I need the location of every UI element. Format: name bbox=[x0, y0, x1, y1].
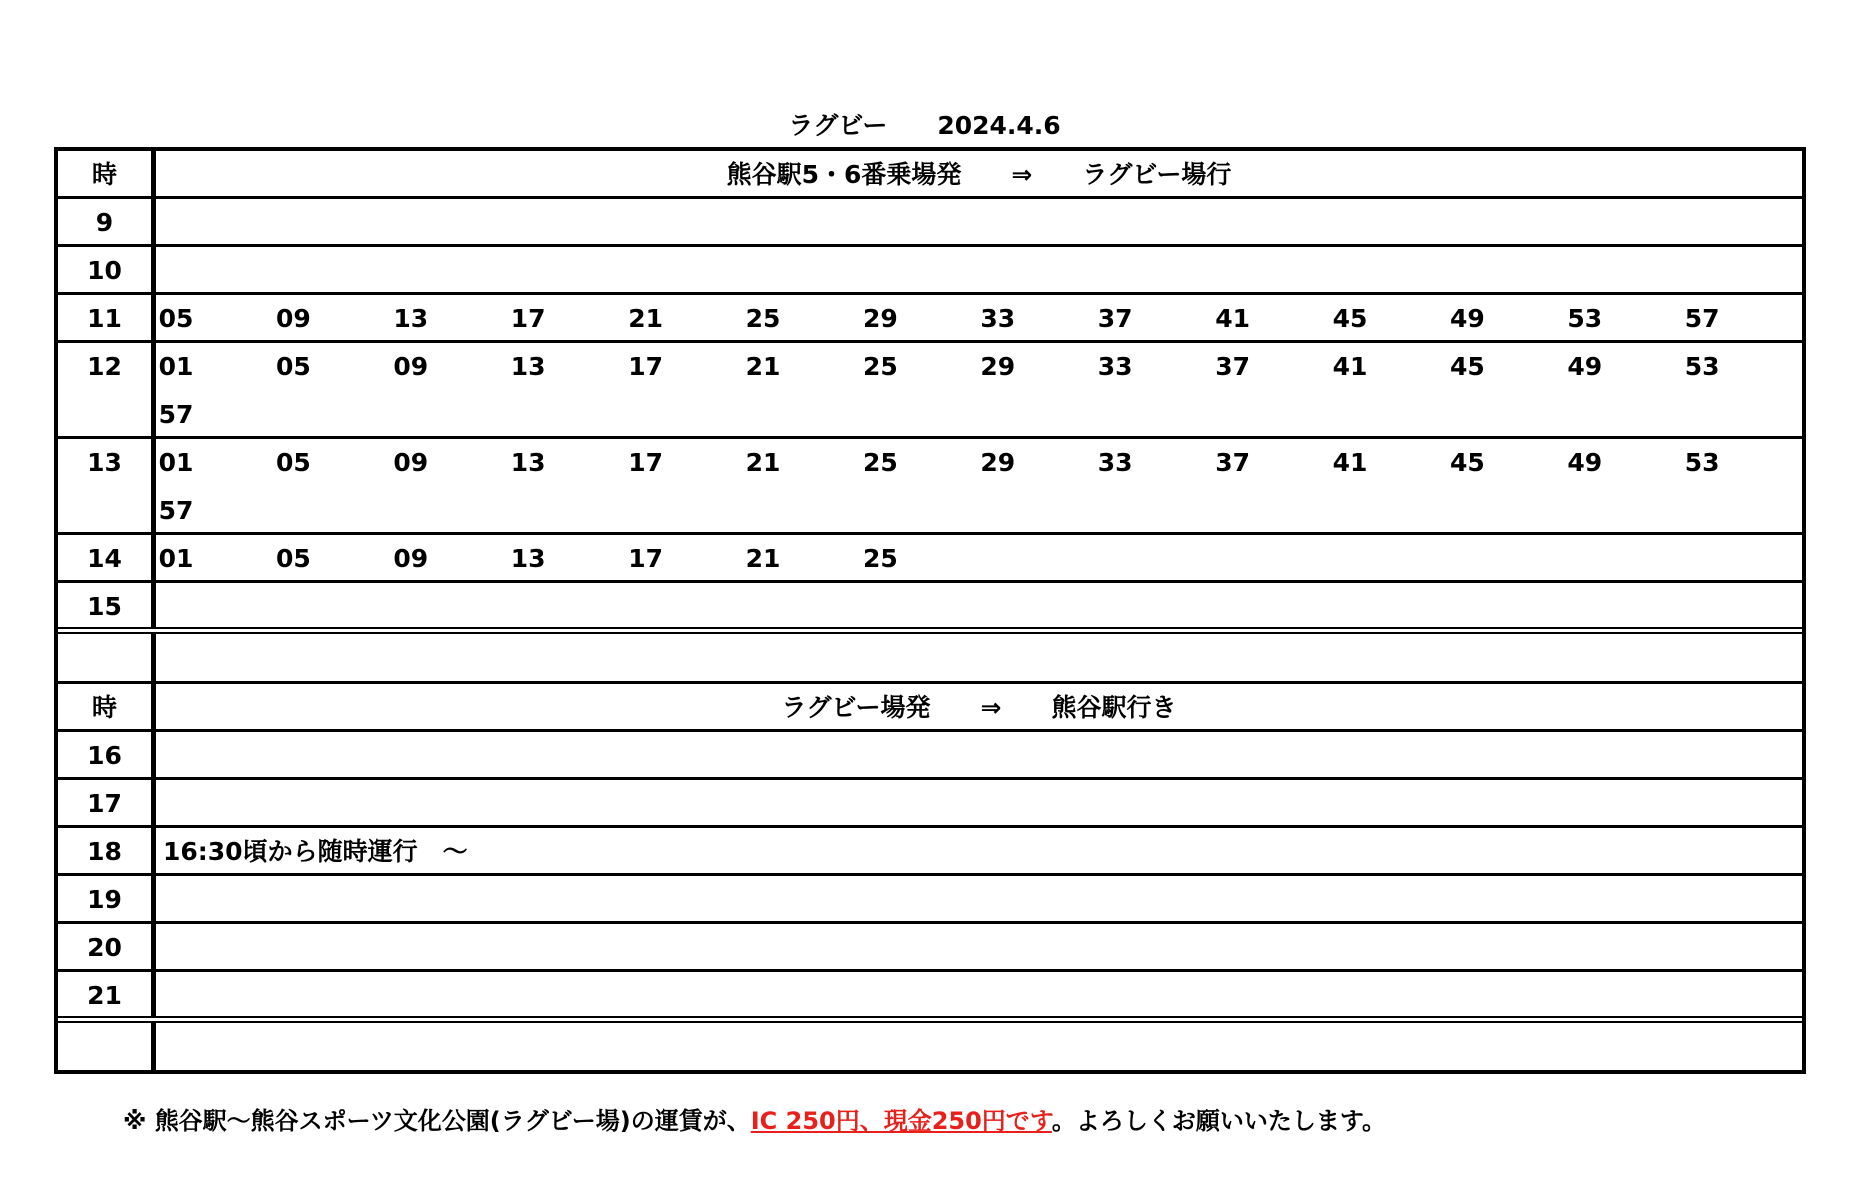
page-title: ラグビー 2024.4.6 bbox=[788, 111, 1061, 140]
departure-minute: 05 bbox=[158, 304, 194, 333]
timetable-row bbox=[58, 199, 1802, 247]
departure-minute: 21 bbox=[745, 352, 781, 381]
hour-label: 16 bbox=[87, 741, 122, 770]
hour-header-cell bbox=[58, 684, 156, 729]
departure-minute: 41 bbox=[1332, 352, 1368, 381]
hour-header-cell bbox=[58, 151, 156, 196]
hour-label: 12 bbox=[87, 352, 122, 381]
departure-minute: 57 bbox=[158, 496, 194, 525]
departure-minute: 29 bbox=[980, 448, 1016, 477]
inbound-header-row bbox=[58, 684, 1802, 732]
hour-header-label: 時 bbox=[91, 160, 117, 189]
timetable-row bbox=[58, 732, 1802, 780]
minutes-cell bbox=[156, 295, 1802, 340]
departure-minute: 45 bbox=[1332, 304, 1368, 333]
timetable-row bbox=[58, 439, 1802, 535]
departure-minute: 17 bbox=[628, 544, 663, 573]
departure-minute: 49 bbox=[1567, 448, 1603, 477]
departure-minute: 45 bbox=[1449, 352, 1485, 381]
hour-label: 20 bbox=[87, 933, 122, 962]
departure-minute: 05 bbox=[275, 352, 311, 381]
departure-minute: 17 bbox=[510, 304, 546, 333]
departure-minute: 13 bbox=[510, 448, 546, 477]
fare-footnote bbox=[123, 1101, 1386, 1141]
hour-label: 18 bbox=[87, 837, 122, 866]
timetable-row bbox=[58, 780, 1802, 828]
departure-minute: 13 bbox=[510, 352, 546, 381]
departure-minute: 21 bbox=[628, 304, 663, 333]
departure-minute: 13 bbox=[393, 304, 429, 333]
timetable-row bbox=[58, 972, 1802, 1023]
departure-minute: 05 bbox=[275, 544, 311, 573]
timetable bbox=[54, 147, 1806, 1074]
timetable-row bbox=[58, 876, 1802, 924]
departure-minute: 01 bbox=[158, 448, 194, 477]
minutes-cell bbox=[156, 247, 1802, 292]
timetable-row bbox=[58, 924, 1802, 972]
departure-minute: 41 bbox=[1332, 448, 1368, 477]
fare-highlight: IC 250円、現金250円です bbox=[750, 1107, 1052, 1135]
departure-minute: 41 bbox=[1215, 304, 1250, 333]
departure-minute: 53 bbox=[1684, 448, 1720, 477]
departure-minute: 05 bbox=[275, 448, 311, 477]
departure-minute: 25 bbox=[745, 304, 781, 333]
outbound-header-row bbox=[58, 151, 1802, 199]
hour-label: 17 bbox=[87, 789, 122, 818]
minutes-cell bbox=[156, 583, 1802, 627]
departure-minute: 49 bbox=[1449, 304, 1485, 333]
departure-minute: 21 bbox=[745, 544, 781, 573]
departure-minute: 57 bbox=[1684, 304, 1720, 333]
inbound-route-header: ラグビー場発 ⇒ 熊谷駅行き bbox=[781, 693, 1177, 722]
departure-minute: 29 bbox=[862, 304, 898, 333]
spacer-row bbox=[58, 1023, 1802, 1070]
departure-minute: 13 bbox=[510, 544, 546, 573]
departure-minute: 01 bbox=[158, 352, 194, 381]
footnote-suffix: 。よろしくお願いいたします。 bbox=[1051, 1107, 1386, 1135]
outbound-route-header: 熊谷駅5・6番乗場発 ⇒ ラグビー場行 bbox=[726, 160, 1232, 189]
departure-minute: 01 bbox=[158, 544, 194, 573]
departure-minute: 53 bbox=[1567, 304, 1603, 333]
departure-minute: 57 bbox=[158, 400, 194, 429]
minutes-cell bbox=[156, 535, 1802, 580]
departure-minute: 33 bbox=[1097, 352, 1133, 381]
service-note: 16:30頃から随時運行 ～ bbox=[163, 837, 468, 866]
timetable-row bbox=[58, 247, 1802, 295]
hour-label: 14 bbox=[87, 544, 122, 573]
timetable-row bbox=[58, 583, 1802, 634]
departure-minute: 09 bbox=[393, 448, 429, 477]
departure-minute: 17 bbox=[628, 448, 663, 477]
timetable-row bbox=[58, 535, 1802, 583]
departure-minute: 53 bbox=[1684, 352, 1720, 381]
departure-minute: 25 bbox=[862, 448, 898, 477]
departure-minute: 09 bbox=[393, 544, 429, 573]
timetable-row bbox=[58, 343, 1802, 439]
departure-minute: 33 bbox=[980, 304, 1016, 333]
hour-label: 19 bbox=[87, 885, 122, 914]
departure-minute: 21 bbox=[745, 448, 781, 477]
timetable-row bbox=[58, 828, 1802, 876]
departure-minute: 25 bbox=[862, 544, 898, 573]
hour-label: 10 bbox=[87, 256, 122, 285]
minutes-cell bbox=[156, 199, 1802, 244]
minutes-cell bbox=[156, 343, 1802, 436]
hour-label: 11 bbox=[87, 304, 122, 333]
departure-minute: 25 bbox=[862, 352, 898, 381]
hour-label: 21 bbox=[87, 981, 122, 1010]
departure-minute: 37 bbox=[1215, 448, 1250, 477]
footnote-prefix: ※ 熊谷駅～熊谷スポーツ文化公園(ラグビー場)の運賃が、 bbox=[123, 1107, 751, 1135]
departure-minute: 09 bbox=[393, 352, 429, 381]
hour-label: 15 bbox=[87, 592, 122, 621]
departure-minute: 37 bbox=[1215, 352, 1250, 381]
departure-minute: 45 bbox=[1449, 448, 1485, 477]
departure-minute: 33 bbox=[1097, 448, 1133, 477]
hour-header-label: 時 bbox=[91, 693, 117, 722]
minutes-cell bbox=[156, 439, 1802, 532]
spacer-row bbox=[58, 634, 1802, 684]
departure-minute: 49 bbox=[1567, 352, 1603, 381]
departure-minute: 09 bbox=[275, 304, 311, 333]
departure-minute: 29 bbox=[980, 352, 1016, 381]
hour-label: 9 bbox=[95, 208, 114, 237]
departure-minute: 17 bbox=[628, 352, 663, 381]
departure-minute: 37 bbox=[1097, 304, 1133, 333]
timetable-row bbox=[58, 295, 1802, 343]
hour-label: 13 bbox=[87, 448, 122, 477]
